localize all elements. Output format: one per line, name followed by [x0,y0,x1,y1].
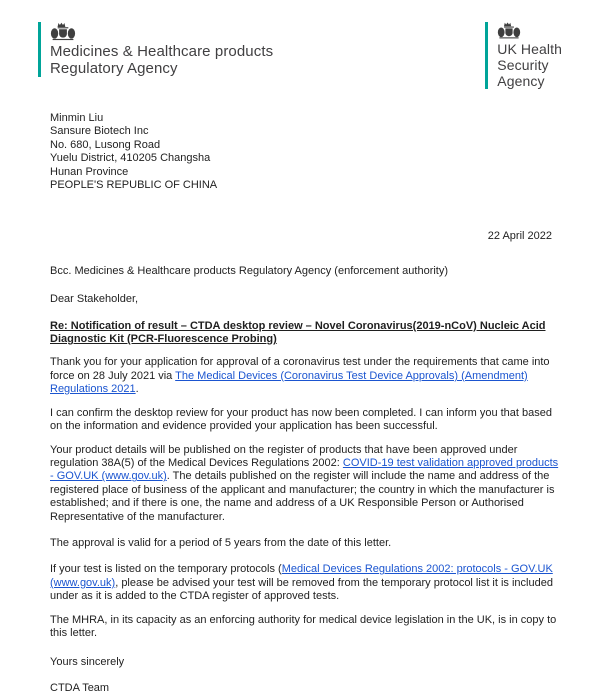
bcc-line: Bcc. Medicines & Healthcare products Regulatory Agency (enforcement authority) [50,264,449,277]
recipient-company: Sansure Biotech Inc [50,125,149,138]
recipient-country: PEOPLE'S REPUBLIC OF CHINA [50,179,218,192]
letter-body [50,112,560,695]
link-ctda-regulations-2021[interactable]: The Medical Devices (Coronavirus Test Device Approvals) (Amendment) Regulations 2021 [50,369,528,396]
valediction: Yours sincerely [50,656,125,669]
mhra-brand-bar [38,22,41,77]
mhra-logo-line1: Medicines & Healthcare products [50,43,274,60]
recipient-street: No. 680, Lusong Road [50,138,161,151]
letterhead [38,22,562,89]
link-approved-products-register[interactable]: COVID-19 test validation approved products - GOV.UK (www.gov.uk) [50,456,559,483]
paragraph-register-continued: . The details published on the register will include the name and address of the registered place of business of the applicant and manufacturer; the country in which the manufacturer is established; and if there is one, the name and address of a UK Responsible Person or Authorised Representative of the manufacturer. [50,470,555,523]
recipient-province: Hunan Province [50,165,129,178]
paragraph-temporary-protocols [50,563,560,603]
link-temporary-protocols[interactable]: Medical Devices Regulations 2002: protocols - GOV.UK (www.gov.uk) [50,563,553,589]
paragraph-protocols-continued: , please be advised your test will be removed from the temporary protocol list it is included under as it is added to the CTDA register of approved tests. [50,576,553,603]
recipient-name: Minmin Liu [50,112,104,124]
paragraph-mhra-copy: The MHRA, in its capacity as an enforcing authority for medical device legislation in the UK, is in copy to this letter. [50,613,557,639]
paragraph-protocols-text: If your test is listed on the temporary protocols ( [50,563,282,576]
paragraph-register-text: Your product details will be published on the register of products that have been approved under regulation 38A(5) of the Medical Devices Regulations 2002: [50,443,518,469]
paragraph-application-period: . [135,383,139,396]
recipient-address [50,112,560,192]
paragraph-register-details [50,444,560,524]
paragraph-review-result: I can confirm the desktop review for your product has now been completed. I can inform you that based on the information and evidence provided your application has been successful. [50,406,552,433]
royal-crest-icon [50,22,76,41]
letter-date: 22 April 2022 [487,230,552,243]
ukhsa-logo-text [497,41,562,89]
subject-line: Re: Notification of result – CTDA desktop review – Novel Coronavirus(2019-nCoV) Nucleic Acid Diagnostic Kit (PCR-Fluorescence Probing) [50,319,546,346]
signature: CTDA Team [50,681,110,694]
ukhsa-logo-line1: UK Health [497,41,562,57]
mhra-logo-line2: Regulatory Agency [50,60,178,77]
salutation: Dear Stakeholder, [50,293,139,306]
ukhsa-brand-bar [485,22,488,89]
paragraph-approval-validity: The approval is valid for a period of 5 years from the date of this letter. [50,536,392,549]
paragraph-application-text: Thank you for your application for approval of a coronavirus test under the requirements that came into force on 28 July 2021 via [50,356,550,382]
mhra-logo-text [50,43,273,77]
ukhsa-logo-line2: Security [497,57,549,73]
royal-crest-icon [497,22,521,39]
recipient-district: Yuelu District, 410205 Changsha [50,152,211,165]
ukhsa-logo [485,22,562,89]
paragraph-application [50,356,560,396]
ukhsa-logo-line3: Agency [497,73,545,89]
mhra-logo [38,22,273,77]
